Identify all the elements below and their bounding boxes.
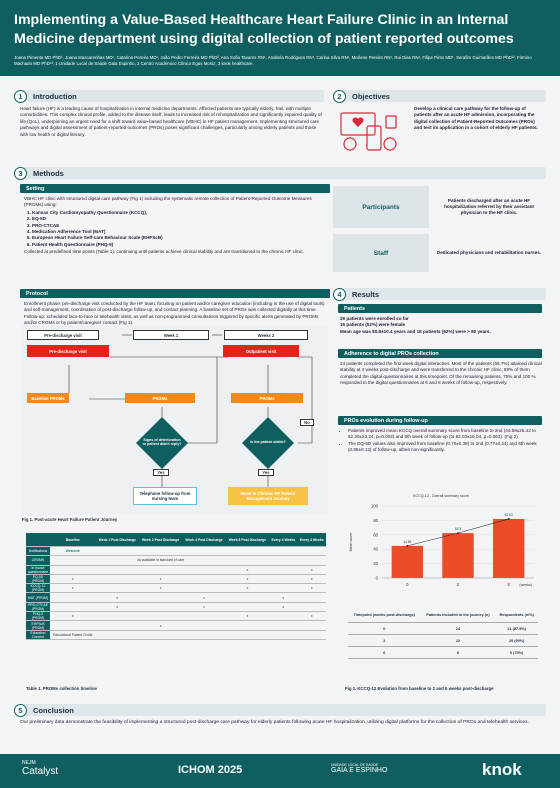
uls-logo-top: UNIDADE LOCAL DE SAÚDE: [331, 763, 378, 767]
table-cell: [269, 584, 297, 593]
col-week2: Weeks 2: [224, 330, 308, 340]
table-cell: 0: [348, 623, 421, 635]
table-cell: [269, 547, 297, 556]
outpatient-box: Outpatient visit: [223, 345, 299, 357]
bar-value-label: 82.03: [504, 512, 513, 517]
nejm-logo: [22, 760, 58, 777]
table-cell: [182, 574, 225, 583]
x-axis-label: (weeks): [519, 583, 532, 587]
table-cell: [182, 612, 225, 621]
table-cell: x: [50, 584, 96, 593]
table-cell: [96, 630, 139, 639]
y-tick-label: 20: [373, 561, 378, 567]
row-label: PHQ-9 (PROM): [26, 612, 50, 621]
table-cell: x: [298, 574, 326, 583]
table-cell: [298, 547, 326, 556]
row-label: KCCQ-12 (PROM): [26, 584, 50, 593]
table-cell: 21 (87.5%): [495, 623, 538, 635]
table-row: [348, 623, 538, 635]
baseline-proms-box: Baseline PROMs: [27, 393, 69, 403]
prom-item: 4. Medication Adherence Tool (MAT): [32, 229, 329, 235]
prom-item: 5. European Heart Failure Self-care Behaviour Scale (EHFScB): [32, 235, 329, 241]
table-cell: [269, 612, 297, 621]
bar-value-label: 44.59: [403, 539, 412, 544]
table-cell: x: [226, 565, 269, 574]
table-cell: 22: [421, 635, 496, 647]
methods-title: Methods: [21, 167, 546, 179]
collected-text: Collected at predefined time points (Table 1), continuing until patients achieve clinical stability and are transitioned to the chronic HF clinic.: [24, 249, 305, 255]
bar: [442, 533, 473, 578]
table-cell: [226, 593, 269, 602]
patients-enrolled: 29 patients were enrolled so far: [340, 316, 409, 321]
col-head: Every 4 Weeks: [298, 533, 326, 547]
table-cell: [226, 621, 269, 630]
table-row: [26, 602, 326, 611]
table-cell: [269, 565, 297, 574]
proms-list: [24, 210, 329, 248]
tp-col-head: Respondents (n/%): [495, 608, 538, 623]
fig2-caption: Fig 2. KCCQ-12 Evolution from baseline to 2 and 6 weeks post-discharge: [345, 686, 494, 691]
table-cell: [50, 602, 96, 611]
results-title: Results: [340, 288, 546, 300]
objectives-text: Develop a clinical care pathway for the follow-up of patients after an acute HF admission, incorporating the digital collection of Patient-Reported Outcomes (PROs) and test its application in a cohort of elderly HF patients.: [414, 106, 538, 131]
table-row: [26, 565, 326, 574]
row-label: CROMS: [26, 556, 50, 565]
patients-label: Patients: [338, 304, 542, 313]
adherence-label: Adherence to digital PROs collection: [338, 349, 542, 358]
week1-proms-box: PROMs: [125, 393, 195, 403]
results-number: 4: [333, 288, 346, 301]
proms-table-body: [26, 547, 326, 640]
poster-title: Implementing a Value-Based Healthcare Heart Failure Clinic in an Internal Medicine department using digital collection of patient reported outcomes: [14, 12, 514, 47]
table-row: [26, 547, 326, 556]
adherence-text: 24 patients completed the first week digital interaction. Most of the patients (66.7%) attained clinical stability at 4 weeks post-discharge and were transferred to the chronic HF clinic; 89% of them completed the digital questionnaires at this timepoint. Of the remaining patients, 75% and 100 % responded to the digital questionnaires at 6 and 8 weeks of follow-up, respectively.: [340, 361, 542, 386]
staff-text: Dedicated physicians and rehabilitation nurses.: [436, 249, 542, 255]
table-cell: [182, 630, 225, 639]
table-cell: x: [139, 574, 182, 583]
protocol-text: [24, 301, 329, 327]
objectives-illustration: [340, 108, 400, 158]
chronic-journey-box: Move to Chronic HF Patient Management Journey: [228, 487, 308, 505]
table-cell: [298, 621, 326, 630]
conclusion-text: Our preliminary data demonstrate the feasibility of implementing a structured post-discharge care pathway for elderly patients following acute HF hospitalization, utilizing digital platforms for the collection of PROs and telehealth services.: [20, 720, 529, 725]
x-tick-label: 0: [406, 582, 409, 587]
results-header: [333, 287, 546, 301]
y-tick-label: 100: [371, 503, 378, 509]
table-cell: [50, 565, 96, 574]
table-row: [26, 556, 326, 565]
y-tick-label: 60: [373, 532, 378, 538]
table-cell: [182, 621, 225, 630]
table-cell: x: [96, 602, 139, 611]
table-cell: [50, 621, 96, 630]
no-label: No: [300, 419, 314, 426]
week2-proms-box: PROMs: [231, 393, 303, 403]
prom-item: 6. Patient Health Questionnaire (PHQ-9): [32, 242, 329, 248]
table-cell: 8: [421, 647, 496, 659]
table-cell: [226, 556, 269, 565]
table-cell: [139, 630, 182, 639]
trend-point: [457, 532, 459, 534]
protocol-followup: Follow-up: scheduled face-to-face or telehealth visits, as well as non-programmed consultations triggered by specific alerts generated by PROMs and/or CROMs or by patient/caregiver contact (Fig 1).: [24, 313, 319, 326]
participants-text: Patients discharged after an acute HF hospitalization referred by their assistant physician to the HF clinic.: [444, 197, 534, 216]
protocol-label: Protocol: [20, 289, 330, 298]
prom-item: 3. PRO-CTCAE: [32, 223, 329, 229]
fig1-caption: Fig 1. Post-acute Heart Failure Patient Journey: [22, 517, 118, 522]
prom-item: 1. Kansas City Cardiomyopathy Questionnaire (KCCQ),: [32, 210, 329, 216]
table-cell: x: [139, 584, 182, 593]
intro-title: Introduction: [21, 90, 324, 102]
row-label: MAT (PROM): [26, 593, 50, 602]
table-cell: [139, 593, 182, 602]
uls-logo: [331, 763, 387, 774]
setting-label: Setting: [20, 184, 330, 193]
staff-label: Staff: [333, 234, 429, 272]
table-cell: Educational Patient Guide: [50, 630, 96, 639]
table-cell: [226, 547, 269, 556]
intro-text: Heart failure (HF) is a leading cause of hospitalization in internal medicine departments. Affected patients are typically elderly, frail, with multiple comorbidities. This complex clinical profile, added to the disease itself, leads to increased risk of rehospitalization and significantly impaired quality of life (QoL), underpinning an urgent need for a shift toward value-based healthcare (VBHC) in HF patient management. Implementing structured care pathways and digital assessment of patient-reported outcomes (PROs) poses significant challenges, particularly among elderly patients and those with low health or digital literacy.: [20, 106, 322, 137]
tp-col-head: Timepoint (weeks post-discharge): [348, 608, 421, 623]
col-head: [26, 533, 50, 547]
conclusion-header: [14, 703, 546, 717]
table-cell: [269, 621, 297, 630]
table-cell: x: [96, 593, 139, 602]
col-head: Week 4 Post Discharge: [182, 533, 225, 547]
methods-header: [14, 166, 546, 180]
y-axis-label: Mean score: [349, 532, 353, 552]
conclusion-title: Conclusion: [21, 704, 546, 716]
table-cell: x: [50, 612, 96, 621]
table-row: [26, 630, 326, 639]
setting-intro: VBHC HF clinic with structured digital care pathway (Fig 1) including the systematic remote collection of Patient-Reported Outcome Measures (PROMs) using:: [24, 196, 312, 208]
table-cell: [298, 556, 326, 565]
predischarge-box: Pre-discharge visit: [27, 345, 109, 357]
table-cell: As available in standard of care: [96, 556, 226, 565]
table-cell: [96, 584, 139, 593]
col-head: Week 6 Post Discharge: [226, 533, 269, 547]
table-cell: [226, 630, 269, 639]
sponsor-footer: [0, 754, 560, 788]
deterioration-diamond: Signs of deterioration or patient didn't reply?: [142, 438, 182, 446]
y-tick-label: 0: [375, 575, 378, 581]
nejm-logo-bottom: Catalyst: [22, 766, 59, 777]
table-header-row: [26, 533, 326, 547]
objectives-number: 2: [333, 90, 346, 103]
row-label: Notifications: [26, 547, 50, 556]
y-tick-label: 80: [373, 517, 378, 523]
table-cell: [182, 584, 225, 593]
table-cell: [139, 547, 182, 556]
timepoint-table: [348, 608, 538, 659]
participants-label: Participants: [333, 186, 429, 228]
table-cell: x: [50, 574, 96, 583]
y-tick-label: 40: [373, 546, 378, 552]
trend-point: [508, 518, 510, 520]
table-cell: [182, 565, 225, 574]
yes-label-1: Yes: [153, 469, 169, 476]
author-list: Joana Pimenta MD PhD¹, Joana Mascarenhas MD¹, Catarina Pereira MD¹, João Pedro Ferreira MD PhD², Ana Sofia Tavares RN¹, Anabela Rodrigues RN¹, Carina Silva RN¹, Marlene Pereira RN¹, Rui Dias RN¹, Filipe Pinto MD¹, Serafim Guimarães MD PhD¹², Firmino Machado MD PhD¹³; 1 Unidade Local de Saúde Gaia Espinho, 2 Centro Académico Clínico Egas Moniz, 3 knok healthcare.: [14, 55, 532, 67]
patients-age: Mean age was 80.8±10.4 years and 18 patients (62%) were > 80 years.: [340, 328, 491, 334]
conclusion-number: 5: [14, 704, 27, 717]
table-cell: 6: [348, 647, 421, 659]
table-cell: [298, 593, 326, 602]
table-cell: [139, 612, 182, 621]
col-head: Baseline: [50, 533, 96, 547]
col-head: Every 4 Weeks: [269, 533, 297, 547]
evolution-label: PROs evolution during follow-up: [338, 416, 542, 425]
bar-value-label: 62.3: [454, 527, 462, 532]
tp-col-head: Patients included in the journey (n): [421, 608, 496, 623]
bar: [392, 546, 423, 578]
row-label: EQ-5D (PROM): [26, 574, 50, 583]
table-cell: [96, 612, 139, 621]
table-cell: x: [269, 602, 297, 611]
table-row: [26, 584, 326, 593]
objectives-header: [333, 89, 546, 103]
table-row: [26, 621, 326, 630]
table-cell: [269, 574, 297, 583]
table-cell: [298, 602, 326, 611]
patients-text: [340, 316, 544, 335]
table-cell: [226, 602, 269, 611]
table-cell: 2: [348, 635, 421, 647]
eq5d-bullet: • The EQ-5D values also improved from baseline (0.70±0.38) to 2nd (0.77±0.24) and 6th week (0.85±0.13) of follow-up, albeit non-significantly.: [348, 441, 544, 454]
table-cell: [96, 621, 139, 630]
table-row: [26, 612, 326, 621]
knok-logo: knok: [482, 760, 522, 779]
intro-header: [14, 89, 324, 103]
col-predischarge: Pre-discharge visit: [27, 330, 99, 340]
table-row: [348, 647, 538, 659]
methods-number: 3: [14, 167, 27, 180]
ichom-logo: ICHOM 2025: [178, 764, 243, 776]
uls-logo-bottom: GAIA E ESPINHO: [331, 767, 388, 774]
table-cell: [269, 556, 297, 565]
table-row: [348, 635, 538, 647]
table-cell: 20 (90%): [495, 635, 538, 647]
x-tick-label: 2: [456, 582, 460, 587]
table-cell: x: [226, 584, 269, 593]
trend-point: [406, 545, 408, 547]
stable-diamond: Is the patient stable?: [250, 440, 286, 444]
tp-table-body: [348, 623, 538, 659]
table-cell: [96, 547, 139, 556]
table-cell: [139, 565, 182, 574]
telephone-followup-box: Telephone follow-up from nursing team: [133, 487, 197, 505]
objectives-title: Objectives: [340, 90, 546, 102]
table-row: [26, 574, 326, 583]
intro-number: 1: [14, 90, 27, 103]
table-cell: [50, 556, 96, 565]
table-cell: [96, 574, 139, 583]
table-cell: 24: [421, 623, 496, 635]
table-cell: x: [298, 584, 326, 593]
evolution-text: [340, 428, 544, 454]
x-tick-label: 6: [507, 582, 510, 587]
col-week1: Week 1: [133, 330, 209, 340]
table-cell: x: [182, 602, 225, 611]
col-head: Week 2 Post Discharge: [139, 533, 182, 547]
table-cell: x: [298, 612, 326, 621]
table-cell: [96, 565, 139, 574]
proms-timeline-table: [26, 533, 326, 640]
table-cell: 6 (75%): [495, 647, 538, 659]
row-label: PRO-CTCAE (PROM): [26, 602, 50, 611]
table-cell: [298, 630, 326, 639]
table-cell: x: [226, 612, 269, 621]
table-cell: x: [298, 565, 326, 574]
patients-female: 15 patients (52%) were female: [340, 322, 406, 328]
chart-title: KCCQ-12 - Overall summary score: [413, 494, 469, 498]
table-cell: x: [269, 593, 297, 602]
protocol-enrollment: Enrollment phase: pre-discharge visit conducted by the HF team, focusing on patient and/or caregiver education (including in the use of digital tools) and self-management, coordination of post-discharge follow-up, and contact planning. A baseline set of PROs was collected digitally at this time.: [24, 301, 325, 313]
table-cell: [139, 602, 182, 611]
setting-text: [24, 196, 329, 256]
row-label: Education Content: [26, 630, 50, 639]
tp-header-row: [348, 608, 538, 623]
table-cell: [269, 630, 297, 639]
table-row: [26, 593, 326, 602]
yes-label-2: Yes: [258, 469, 274, 476]
table1-caption: Table 1. PROMs collection timeline: [26, 686, 97, 691]
table-cell: [182, 547, 225, 556]
kccq-bullet: • Patients improved mean KCCQ overall summary score from baseline to 2nd (44.59±25.42 to 62.30±23.24, p=0.002) and 6th week of follow-up (to 82.03±16.04, p=0.063). (Fig 2): [348, 428, 544, 441]
bar: [493, 519, 524, 578]
kccq-chart: [338, 488, 544, 606]
row-label: EHFScB (PROM): [26, 621, 50, 630]
nejm-logo-top: NEJM: [22, 760, 36, 766]
table-cell: Welcome: [50, 547, 96, 556]
col-head: Week 1 Post Discharge: [96, 533, 139, 547]
table-cell: x: [139, 621, 182, 630]
table-cell: [50, 593, 96, 602]
prom-item: 2. EQ-5D: [32, 216, 329, 222]
table-cell: x: [182, 593, 225, 602]
poster-header: [0, 0, 560, 76]
table-cell: x: [226, 574, 269, 583]
row-label: In house questionnaire: [27, 565, 49, 574]
